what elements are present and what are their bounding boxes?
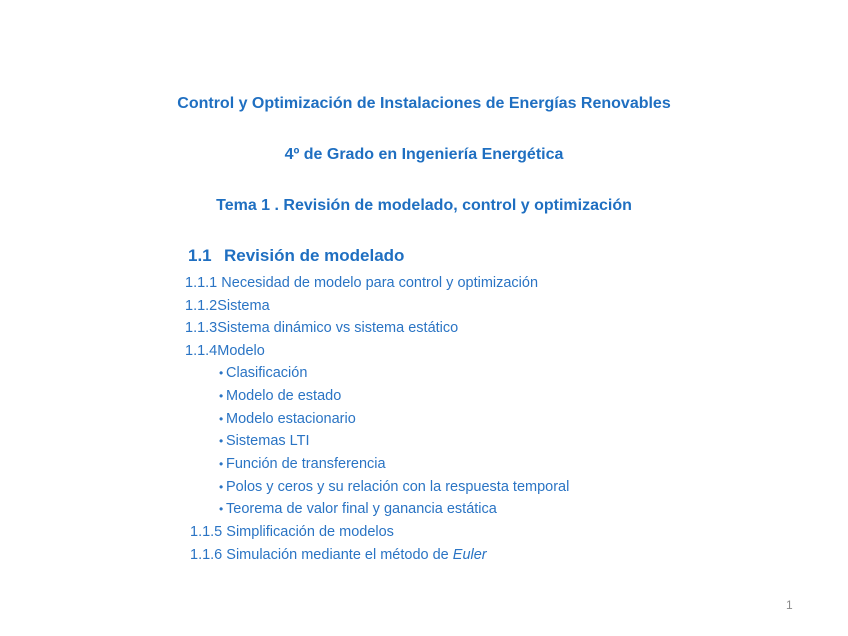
toc-item-number: 1.1.2: [185, 298, 218, 314]
section-heading: [188, 246, 404, 266]
toc-item-1-1-5: [190, 523, 394, 541]
toc-item-text: Sistema dinámico vs sistema estático: [217, 320, 459, 336]
topic-title: Tema 1 . Revisión de modelado, control y optimización: [216, 197, 632, 214]
toc-item-number: 1.1.4: [185, 343, 218, 359]
degree-title: 4º de Grado en Ingeniería Energética: [284, 146, 564, 163]
bullet-item: [219, 387, 341, 405]
toc-item-1-1-1: [185, 274, 538, 292]
toc-item-text: Simplificación de modelos: [226, 524, 394, 540]
toc-item-1-1-3: [185, 319, 458, 337]
bullet-item: [219, 364, 307, 382]
toc-item-text: Modelo: [217, 343, 265, 359]
toc-item-number: 1.1.3: [185, 320, 218, 336]
section-title: Revisión de modelado: [224, 246, 405, 265]
toc-item-number: 1.1.6: [190, 547, 223, 563]
bullet-dot: •: [219, 434, 224, 448]
bullet-dot: •: [219, 502, 224, 516]
toc-item-italic-text: Euler: [452, 547, 487, 563]
bullet-dot: •: [219, 366, 224, 380]
bullet-dot: •: [219, 412, 224, 426]
bullet-text: Modelo estacionario: [226, 411, 356, 427]
bullet-item: [219, 500, 497, 518]
bullet-text: Clasificación: [226, 365, 308, 381]
bullet-dot: •: [219, 457, 224, 471]
toc-item-text: Simulación mediante el método de: [226, 547, 453, 563]
bullet-item: [219, 455, 386, 473]
bullet-dot: •: [219, 389, 224, 403]
bullet-text: Sistemas LTI: [226, 433, 310, 449]
toc-item-text: Sistema: [217, 298, 270, 314]
bullet-item: [219, 478, 569, 496]
bullet-item: [219, 410, 356, 428]
page-number: 1: [786, 598, 793, 612]
course-title: Control y Optimización de Instalaciones de Energías Renovables: [177, 95, 671, 112]
toc-item-text: Necesidad de modelo para control y optimización: [221, 275, 539, 291]
bullet-item: [219, 432, 310, 450]
bullet-text: Modelo de estado: [226, 388, 342, 404]
toc-item-1-1-4: [185, 342, 265, 360]
bullet-text: Teorema de valor final y ganancia estática: [226, 501, 497, 517]
bullet-text: Función de transferencia: [226, 456, 386, 472]
bullet-text: Polos y ceros y su relación con la respuesta temporal: [226, 479, 570, 495]
toc-item-1-1-6: [190, 546, 487, 564]
section-number: 1.1: [188, 246, 212, 265]
toc-item-number: 1.1.1: [185, 275, 218, 291]
toc-item-1-1-2: [185, 297, 270, 315]
toc-item-number: 1.1.5: [190, 524, 223, 540]
bullet-dot: •: [219, 480, 224, 494]
